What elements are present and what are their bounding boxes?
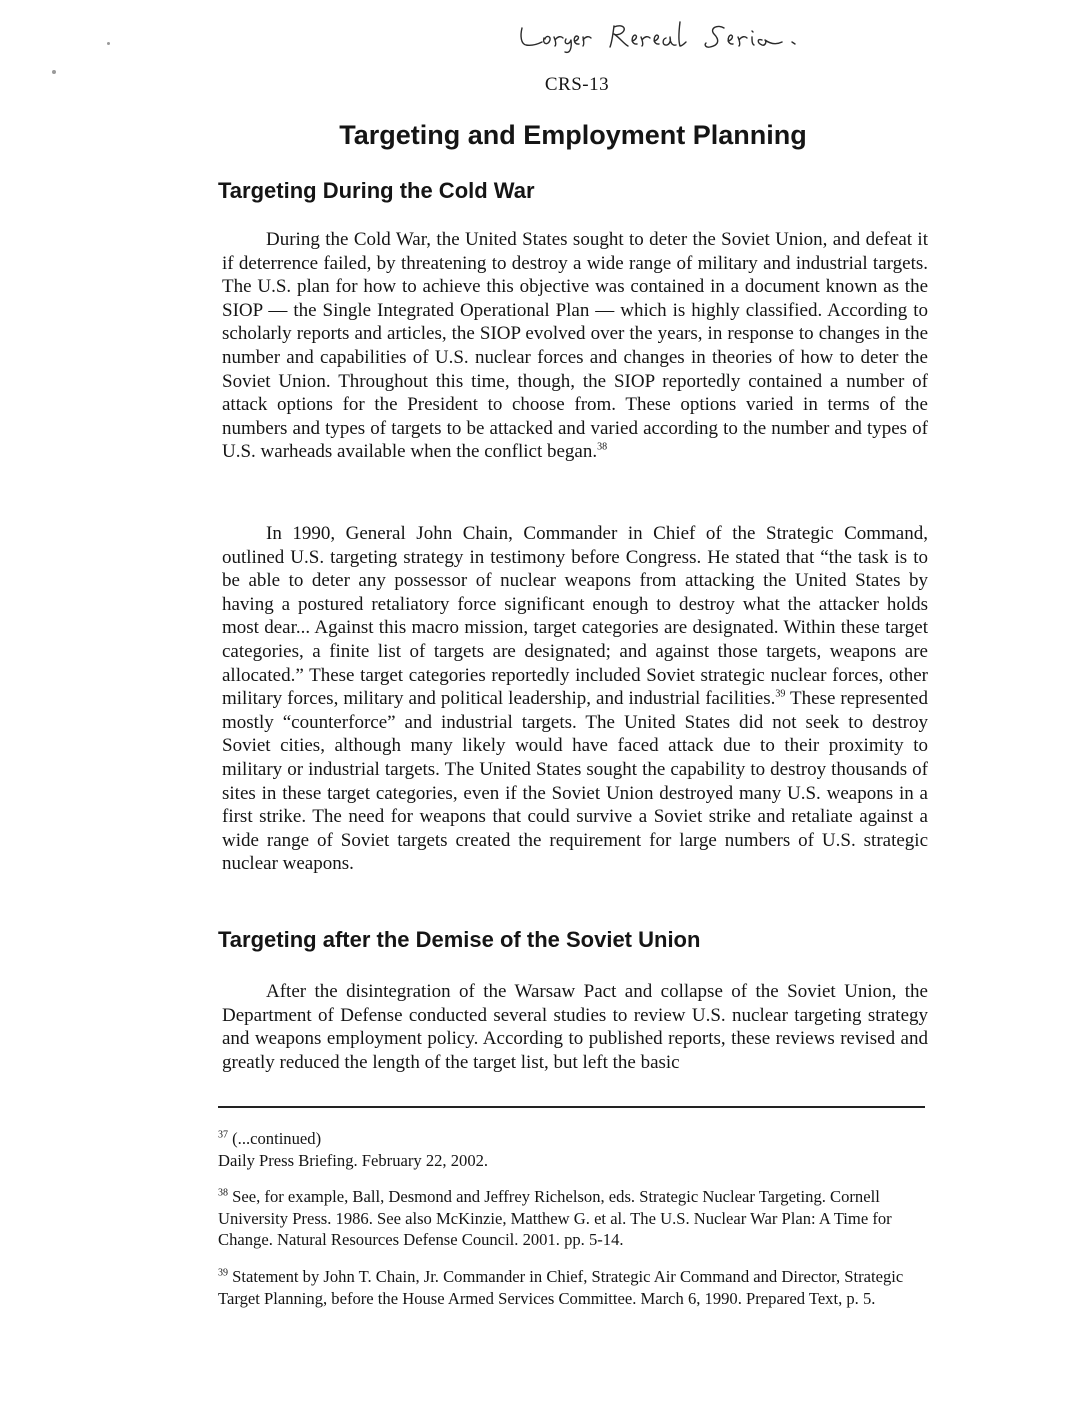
footnote-39 <box>218 1266 926 1309</box>
paragraph-text: During the Cold War, the United States sought to deter the Soviet Union, and defeat it if deterrence failed, by threatening to destroy a wide range of military and industrial targets. The U.S. plan for how to achieve this objective was contained in a document known as the SIOP — the Single Integrated Operational Plan — which is highly classified. According to scholarly reports and articles, the SIOP evolved over the years, in response to changes in the number and capabilities of U.S. nuclear forces and changes in theories of how to deter the Soviet Union. Throughout this time, though, the SIOP reportedly contained a number of attack options for the President to choose from. These options varied in terms of the numbers and types of targets to be attacked and varied according to the number and types of U.S. warheads available when the conflict began. <box>222 229 928 463</box>
scan-speck <box>107 42 110 45</box>
handwritten-note <box>516 18 806 58</box>
footnote-separator <box>218 1106 925 1108</box>
footnote-number: 37 <box>218 1129 228 1141</box>
page-number: CRS-13 <box>544 74 610 95</box>
footnote-text: See, for example, Ball, Desmond and Jeffrey Richelson, eds. Strategic Nuclear Targeting. Cornell University Press. 1986. See also McKinzie, Matthew G. et al. The U.S. Nuclear War Plan: A Time for Change. Natural Resources Defense Council. 2001. pp. 5-14. <box>218 1187 892 1249</box>
footnote-text-line-2: Daily Press Briefing. February 22, 2002. <box>218 1150 489 1170</box>
paragraph-text-continued: These represented mostly “counterforce” and industrial targets. The United States did not seek to destroy Soviet cities, although many likely would have faced attack due to their proximity to military or industrial targets. The United States sought the capability to destroy thousands of sites in these target categories, even if the Soviet Union destroyed many U.S. weapons in a first strike. The need for weapons that could survive a Soviet strike and retaliate against a wide range of Soviet targets created the requirement for large numbers of U.S. strategic nuclear weapons. <box>222 688 928 875</box>
footnote-number: 39 <box>218 1267 228 1279</box>
page-title: Targeting and Employment Planning <box>339 120 807 150</box>
section-heading-cold-war: Targeting During the Cold War <box>218 178 535 203</box>
paragraph-text: After the disintegration of the Warsaw Pact and collapse of the Soviet Union, the Department of Defense conducted several studies to review U.S. nuclear targeting strategy and weapons employment policy. According to published reports, these reviews revised and greatly reduced the length of the target list, but left the basic <box>222 981 928 1073</box>
paragraph-post-soviet-reviews <box>222 980 928 1074</box>
handwritten-note-drawing <box>516 18 806 58</box>
footnote-reference-38: 38 <box>597 442 608 454</box>
paragraph-text: In 1990, General John Chain, Commander in Chief of the Strategic Command, outlined U.S. targeting strategy in testimony before Congress. He stated that “the task is to be able to deter any possessor of nuclear weapons from attacking the United States by having a postured retaliatory force significant enough to destroy what the attacker holds most dear... Against this macro mission, target categories are designated. Within these target categories, a finite list of targets are designated; and against those targets, weapons are allocated.” These target categories reportedly included Soviet strategic nuclear forces, other military forces, military and political leadership, and industrial facilities. <box>222 523 928 710</box>
paragraph-general-chain-testimony <box>222 522 928 876</box>
footnote-text: Statement by John T. Chain, Jr. Commander in Chief, Strategic Air Command and Director, Strategic Target Planning, before the House Armed Services Committee. March 6, 1990. Prepared Text, p. 5. <box>218 1267 904 1308</box>
paragraph-cold-war-siop <box>222 228 928 464</box>
footnote-text: (...continued) <box>232 1129 322 1148</box>
footnote-38 <box>218 1186 926 1251</box>
footnote-37 <box>218 1128 926 1171</box>
footnote-number: 38 <box>218 1187 228 1199</box>
section-heading-post-soviet: Targeting after the Demise of the Soviet Union <box>218 927 701 952</box>
footnote-reference-39: 39 <box>775 688 786 700</box>
